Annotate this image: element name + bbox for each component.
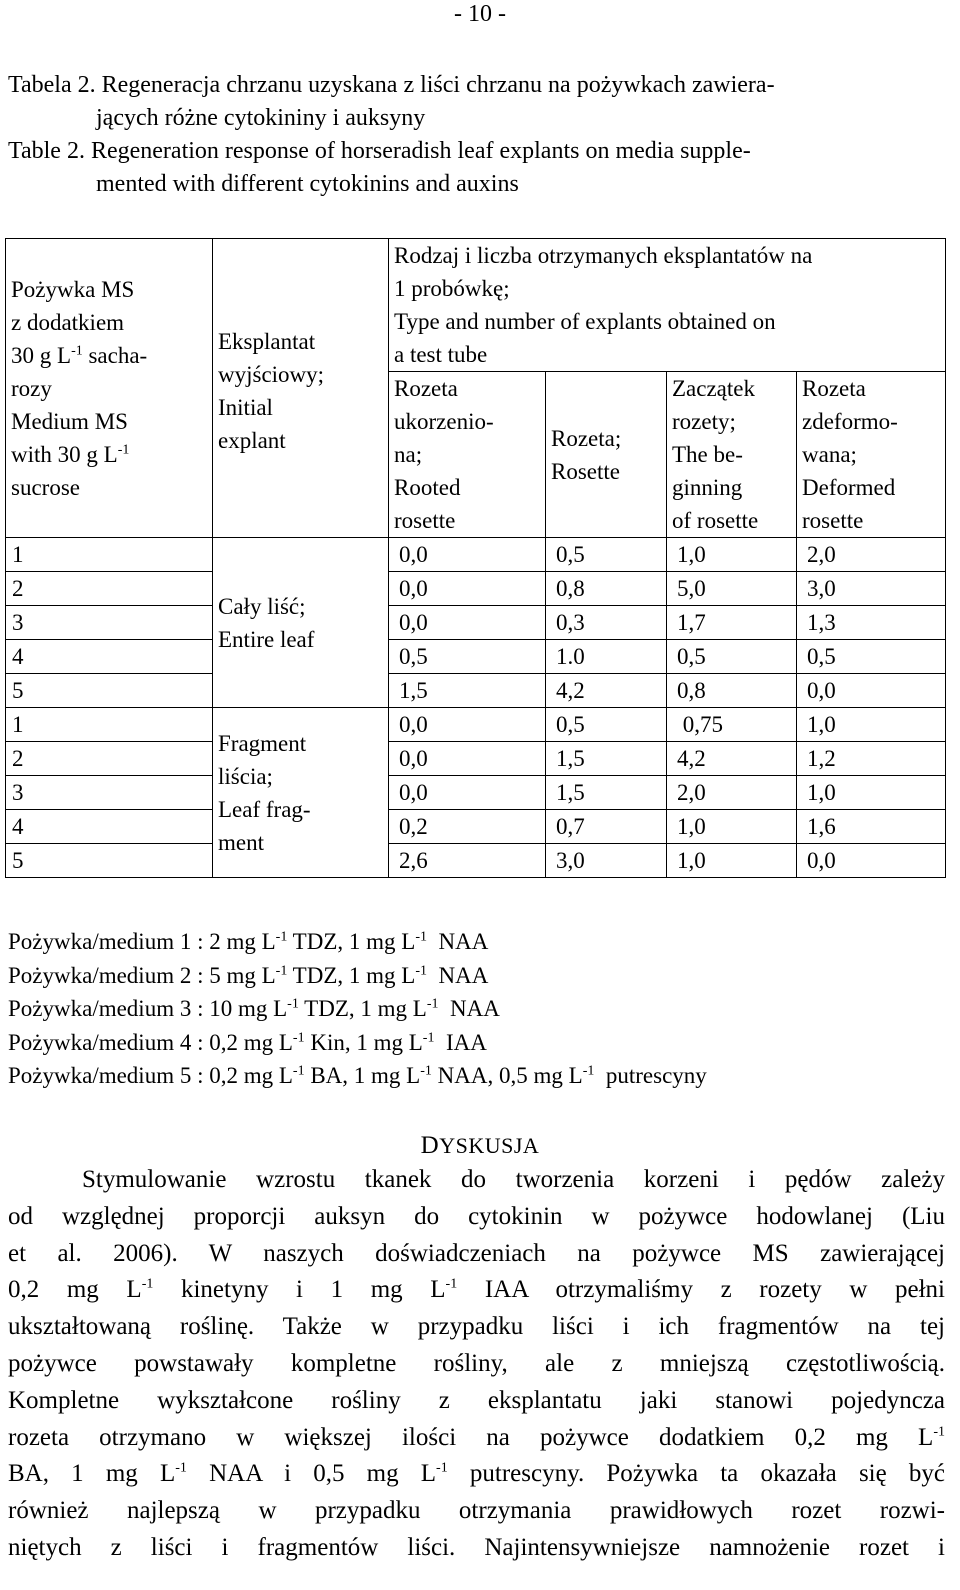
cell-rosette: 3,0 bbox=[546, 844, 667, 878]
cell-rooted: 0,0 bbox=[389, 742, 546, 776]
section-title-discussion: DYSKUSJA bbox=[420, 1132, 540, 1159]
cell-deformed: 1,0 bbox=[797, 708, 946, 742]
cell-medium: 1 bbox=[6, 538, 213, 572]
note-medium-1: Pożywka/medium 1 : 2 mg $L^{-1}$ TDZ, 1 mg $L^{-1}$ NAA bbox=[8, 929, 489, 954]
cell-rosette: 4,2 bbox=[546, 674, 667, 708]
cell-beginning: 1,0 bbox=[667, 844, 797, 878]
cell-rosette: 0,8 bbox=[546, 572, 667, 606]
cell-beginning: 5,0 bbox=[667, 572, 797, 606]
discussion-line: rozeta otrzymano w większej ilości na pożywce dodatkiem 0,2 mg $L^{-1}$ bbox=[8, 1423, 945, 1451]
cell-deformed: 1,3 bbox=[797, 606, 946, 640]
table-row bbox=[6, 776, 946, 810]
cell-beginning: 4,2 bbox=[667, 742, 797, 776]
table-row bbox=[6, 606, 946, 640]
group-leaf-fragment: Fragment liścia; Leaf frag- ment bbox=[213, 708, 389, 878]
cell-medium: 2 bbox=[6, 742, 213, 776]
cell-rooted: 0,0 bbox=[389, 538, 546, 572]
note-medium-2: Pożywka/medium 2 : 5 mg $L^{-1}$ TDZ, 1 mg $L^{-1}$ NAA bbox=[8, 962, 489, 988]
cell-medium: 2 bbox=[6, 572, 213, 606]
note-medium-3: Pożywka/medium 3 : 10 mg $L^{-1}$ TDZ, 1 mg $L^{-1}$ NAA bbox=[8, 996, 500, 1022]
medium-notes bbox=[8, 925, 707, 1093]
cell-medium: 4 bbox=[6, 810, 213, 844]
cell-rosette: 1,5 bbox=[546, 742, 667, 776]
table-row bbox=[6, 708, 946, 742]
cell-beginning: 0,75 bbox=[667, 708, 797, 742]
cell-rooted: 0,0 bbox=[389, 606, 546, 640]
cell-beginning: 1,0 bbox=[667, 538, 797, 572]
discussion-line: Stymulowanie wzrostu tkanek do tworzenia korzeni i pędów zależy bbox=[82, 1166, 945, 1193]
cell-deformed: 3,0 bbox=[797, 572, 946, 606]
cell-beginning: 1,7 bbox=[667, 606, 797, 640]
header-deformed-rosette: Rozeta zdeformo- wana; Deformed rosette bbox=[797, 372, 946, 538]
note-medium-5: Pożywka/medium 5 : 0,2 mg $L^{-1}$ BA, 1 mg $L^{-1}$ NAA, 0,5 mg $L^{-1}$ putrescyny bbox=[8, 1063, 707, 1089]
cell-rooted: 2,6 bbox=[389, 844, 546, 878]
group-entire-leaf: Cały liść; Entire leaf bbox=[213, 538, 389, 708]
table-row bbox=[6, 538, 946, 572]
discussion-line: 0,2 mg $L^{-1}$ kinetyny i 1 mg $L^{-1}$ IAA otrzymaliśmy z rozety w pełni bbox=[8, 1276, 945, 1304]
cell-rooted: 0,2 bbox=[389, 810, 546, 844]
header-rosette: Rozeta; Rosette bbox=[546, 372, 667, 538]
header-type-and-number: Rodzaj i liczba otrzymanych eksplantatów na 1 probówkę; Type and number of explants obtained on a test tube bbox=[389, 239, 946, 372]
cell-medium: 3 bbox=[6, 606, 213, 640]
cell-rosette: 0,5 bbox=[546, 708, 667, 742]
cell-rosette: 0,5 bbox=[546, 538, 667, 572]
table-row bbox=[6, 640, 946, 674]
cell-medium: 4 bbox=[6, 640, 213, 674]
discussion-line: pożywce powstawały kompletne rośliny, ale z mniejszą częstotliwością. bbox=[8, 1349, 945, 1377]
cell-beginning: 2,0 bbox=[667, 776, 797, 810]
caption-en-line-2: mented with different cytokinins and auxins bbox=[96, 171, 519, 197]
caption-pl-line-2: jących różne cytokininy i auksyny bbox=[96, 105, 426, 131]
cell-deformed: 1,0 bbox=[797, 776, 946, 810]
table-row bbox=[6, 572, 946, 606]
discussion-line: Kompletne wykształcone rośliny z eksplantatu jaki stanowi pojedyncza bbox=[8, 1386, 945, 1414]
cell-rosette: 1,5 bbox=[546, 776, 667, 810]
cell-rosette: 0,3 bbox=[546, 606, 667, 640]
cell-rooted: 0,0 bbox=[389, 708, 546, 742]
cell-rooted: 0,0 bbox=[389, 776, 546, 810]
table-caption bbox=[8, 69, 943, 201]
cell-medium: 5 bbox=[6, 674, 213, 708]
cell-rooted: 0,0 bbox=[389, 572, 546, 606]
cell-deformed: 1,6 bbox=[797, 810, 946, 844]
cell-medium: 1 bbox=[6, 708, 213, 742]
caption-pl-line-1: Tabela 2. Regeneracja chrzanu uzyskana z liści chrzanu na pożywkach zawiera- bbox=[8, 72, 775, 98]
discussion-line: niętych z liści i fragmentów liści. Najintensywniejsze namnożenie rozet i bbox=[8, 1533, 945, 1561]
discussion-line: BA, 1 mg $L^{-1}$ NAA i 0,5 mg $L^{-1}$ putrescyny. Pożywka ta okazała się być bbox=[8, 1460, 945, 1488]
cell-deformed: 0,0 bbox=[797, 844, 946, 878]
cell-deformed: 0,0 bbox=[797, 674, 946, 708]
cell-medium: 5 bbox=[6, 844, 213, 878]
discussion-line: również najlepszą w przypadku otrzymania prawidłowych rozet rozwi- bbox=[8, 1497, 945, 1525]
header-medium: Pożywka MS z dodatkiem 30 g $L^{-1}$ sacha- rozy Medium MS with 30 g $L^{-1}$ sucrose bbox=[6, 239, 213, 538]
cell-beginning: 0,5 bbox=[667, 640, 797, 674]
cell-beginning: 0,8 bbox=[667, 674, 797, 708]
discussion-line: et al. 2006). W naszych doświadczeniach na pożywce MS zawierającej bbox=[8, 1239, 945, 1267]
cell-deformed: 1,2 bbox=[797, 742, 946, 776]
cell-deformed: 2,0 bbox=[797, 538, 946, 572]
cell-deformed: 0,5 bbox=[797, 640, 946, 674]
page-number: - 10 - bbox=[454, 1, 506, 27]
cell-rooted: 1,5 bbox=[389, 674, 546, 708]
table-row bbox=[6, 742, 946, 776]
table-row bbox=[6, 674, 946, 708]
discussion-paragraph bbox=[8, 1162, 945, 1567]
cell-beginning: 1,0 bbox=[667, 810, 797, 844]
table-row bbox=[6, 810, 946, 844]
caption-en-line-1: Table 2. Regeneration response of horseradish leaf explants on media supple- bbox=[8, 138, 751, 164]
discussion-line: ukształtowaną roślinę. Także w przypadku liści i ich fragmentów na tej bbox=[8, 1313, 945, 1341]
results-table bbox=[5, 238, 946, 878]
cell-rooted: 0,5 bbox=[389, 640, 546, 674]
cell-medium: 3 bbox=[6, 776, 213, 810]
cell-rosette: 1.0 bbox=[546, 640, 667, 674]
note-medium-4: Pożywka/medium 4 : 0,2 mg $L^{-1}$ Kin, 1 mg $L^{-1}$ IAA bbox=[8, 1029, 487, 1055]
header-rooted-rosette: Rozeta ukorzenio- na; Rooted rosette bbox=[389, 372, 546, 538]
discussion-line: od względnej proporcji auksyn do cytokinin w pożywce hodowlanej (Liu bbox=[8, 1202, 945, 1230]
cell-rosette: 0,7 bbox=[546, 810, 667, 844]
header-beginning-of-rosette: Zaczątek rozety; The be- ginning of rosette bbox=[667, 372, 797, 538]
header-explant: Eksplantat wyjściowy; Initial explant bbox=[213, 239, 389, 538]
table-row bbox=[6, 844, 946, 878]
